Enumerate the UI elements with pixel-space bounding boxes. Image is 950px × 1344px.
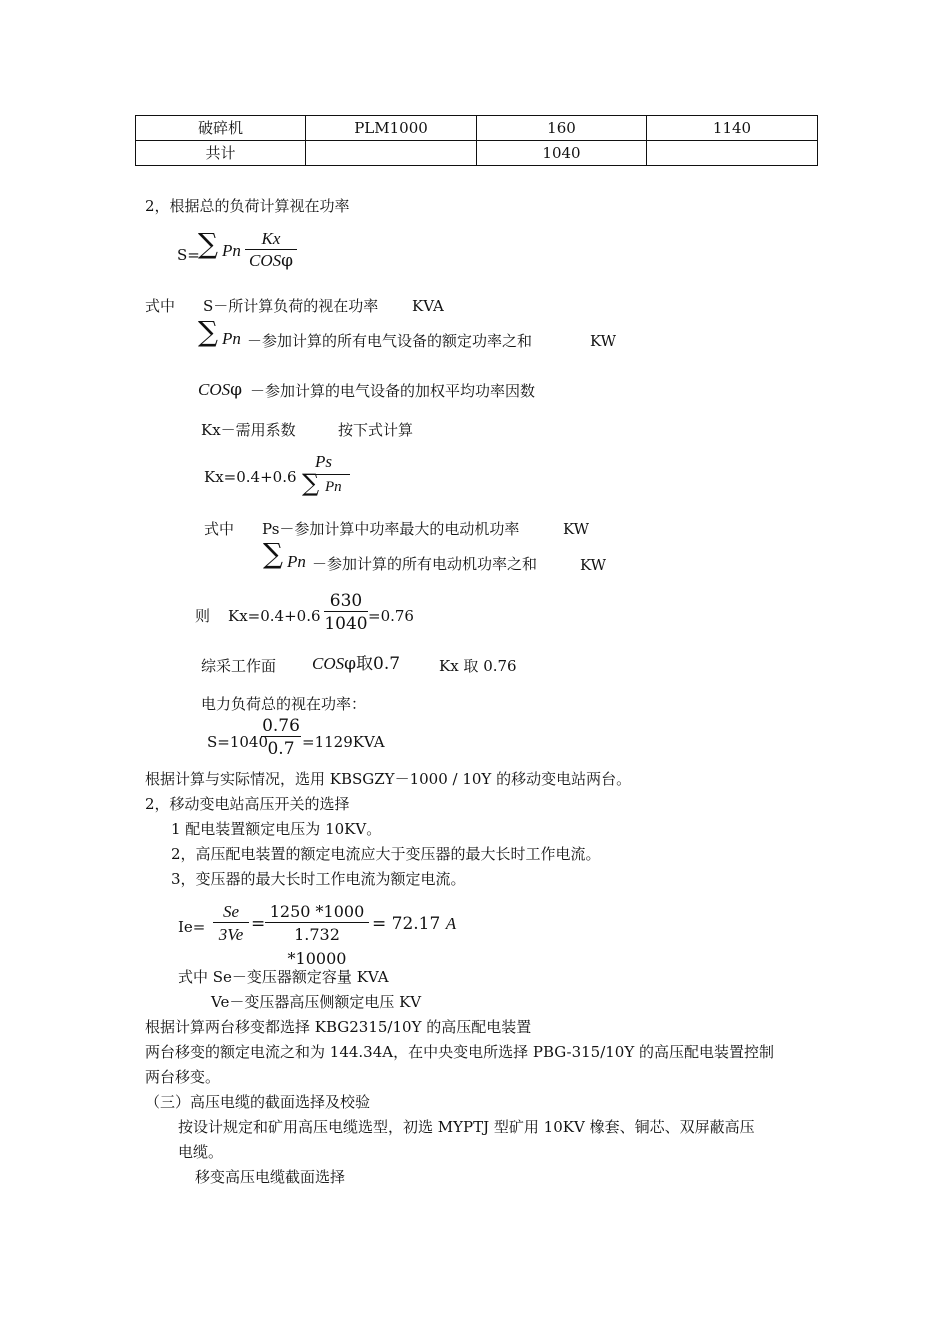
def-kx-note: 按下式计算: [338, 421, 414, 439]
face-cos: COSφ取0.7: [312, 654, 401, 674]
face-kx: Kx 取 0.76: [439, 657, 517, 675]
def-s: S－所计算负荷的视在功率: [203, 297, 379, 315]
list-item: 2，高压配电装置的额定电流应大于变压器的最大长时工作电流。: [171, 845, 601, 863]
fraction-numerator: 1250 *1000: [269, 902, 365, 921]
def-ve: Ve－变压器高压侧额定电压 KV: [211, 993, 422, 1011]
section-heading: 2，移动变电站高压开关的选择: [145, 795, 350, 813]
table-cell: 1040: [477, 141, 647, 166]
paragraph: 按设计规定和矿用高压电缆选型，初选 MYPTJ 型矿用 10KV 橡套、铜芯、双屏蔽高压: [178, 1118, 755, 1136]
table-row: [136, 141, 818, 166]
def-pn: Pn: [222, 329, 241, 348]
sum-symbol: ∑: [263, 537, 283, 570]
ie-result: = 72.17 A: [372, 914, 457, 934]
paragraph: 根据计算与实际情况，选用 KBSGZY－1000 / 10Y 的移动变电站两台。: [145, 770, 632, 788]
face-label: 综采工作面: [201, 657, 277, 675]
def-pn-unit: KW: [590, 332, 617, 350]
equals-sign: =: [251, 914, 266, 934]
def-se: 式中 Se－变压器额定容量 KVA: [178, 968, 389, 986]
table-cell: 共计: [136, 141, 306, 166]
fraction-numerator: 0.76: [262, 716, 300, 736]
kx-calc-ze: 则: [195, 607, 211, 625]
fraction-numerator: Kx: [261, 229, 281, 248]
paragraph: 电缆。: [178, 1143, 224, 1161]
paragraph: 两台移变。: [145, 1068, 221, 1086]
formula-pn: Pn: [222, 241, 241, 260]
load-table: [135, 115, 818, 166]
table-cell: [647, 141, 818, 166]
kx-numerator: Ps: [315, 452, 332, 471]
def2-pn: Pn: [287, 552, 306, 571]
sum-symbol: ∑: [198, 227, 218, 260]
fraction-denominator: 0.7: [261, 736, 301, 761]
kx-calc-result: =0.76: [368, 607, 414, 625]
total-fraction: [261, 716, 301, 761]
def-cos: COSφ: [198, 380, 243, 400]
section-heading: 2，根据总的负荷计算视在功率: [145, 197, 350, 215]
def2-pn-text: －参加计算的所有电动机功率之和: [312, 555, 538, 573]
def-ps-unit: KW: [563, 520, 590, 538]
def-cos-text: －参加计算的电气设备的加权平均功率因数: [250, 382, 536, 400]
sum-symbol: ∑: [302, 469, 320, 497]
table-cell: PLM1000: [306, 116, 477, 141]
fraction-denominator: 1040: [324, 611, 368, 636]
kx-formula-lhs: Kx=0.4+0.6: [204, 468, 297, 486]
formula-lhs: S=: [177, 246, 200, 264]
fraction-denominator: COSφ: [245, 249, 297, 272]
def-ps: Ps－参加计算中功率最大的电动机功率: [262, 520, 520, 538]
ie-fraction-1: [213, 902, 249, 947]
def-kx: Kx－需用系数: [201, 421, 296, 439]
defs-label: 式中: [145, 297, 176, 315]
fraction-denominator: 3Ve: [213, 922, 249, 947]
table-cell: 1140: [647, 116, 818, 141]
kx-denominator: Pn: [325, 479, 342, 495]
kx-calc-lhs: Kx=0.4+0.6: [228, 607, 321, 625]
defs2-label: 式中: [204, 520, 235, 538]
total-heading: 电力负荷总的视在功率：: [201, 695, 367, 713]
formula-fraction: [245, 229, 297, 272]
ie-lhs: Ie=: [178, 918, 206, 936]
def2-pn-unit: KW: [580, 556, 607, 574]
table-cell: 破碎机: [136, 116, 306, 141]
ie-fraction-2: [265, 902, 369, 971]
def-pn-text: －参加计算的所有电气设备的额定功率之和: [247, 332, 533, 350]
table-row: [136, 116, 818, 141]
sum-symbol: ∑: [198, 315, 218, 348]
table-cell: 160: [477, 116, 647, 141]
table-cell: [306, 141, 477, 166]
fraction-numerator: 630: [329, 591, 363, 611]
def-s-unit: KVA: [412, 297, 444, 315]
fraction-numerator: Se: [222, 902, 240, 921]
list-item: 1 配电装置额定电压为 10KV。: [171, 820, 382, 838]
fraction-denominator: 1.732 *10000: [265, 922, 369, 971]
paragraph: 移变高压电缆截面选择: [195, 1168, 346, 1186]
paragraph: 根据计算两台移变都选择 KBG2315/10Y 的高压配电装置: [145, 1018, 532, 1036]
paragraph: 两台移变的额定电流之和为 144.34A，在中央变电所选择 PBG-315/10Y 的高压配电装置控制: [145, 1043, 775, 1061]
kx-calc-fraction: [324, 591, 368, 636]
total-result: =1129KVA: [302, 733, 385, 751]
total-lhs: S=1040: [207, 733, 269, 751]
list-item: 3，变压器的最大长时工作电流为额定电流。: [171, 870, 466, 888]
section-heading: （三）高压电缆的截面选择及校验: [145, 1093, 371, 1111]
